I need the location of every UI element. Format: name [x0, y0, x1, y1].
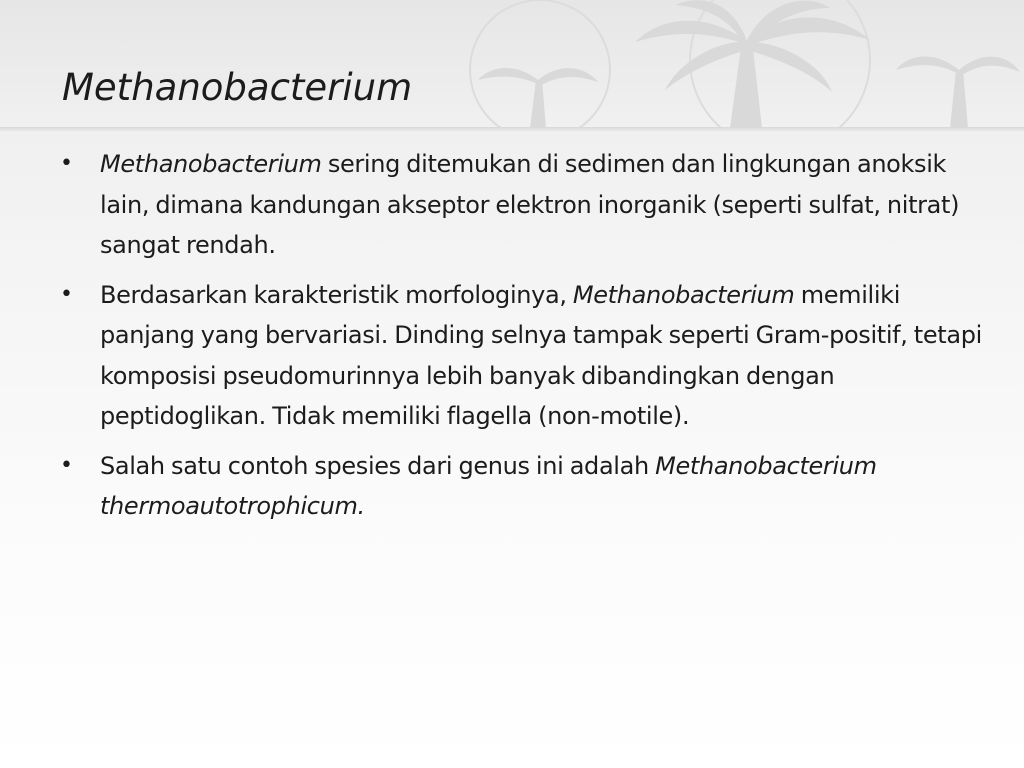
- bullet-item: [60, 144, 990, 266]
- bullet-text-italic: Methanobacterium thermoautotrophicum.: [100, 451, 877, 520]
- header-band: [0, 0, 1024, 128]
- bullet-text: sering ditemukan di sedimen dan lingkungan anoksik lain, dimana kandungan akseptor elektron inorganik (seperti sulfat, nitrat) sangat rendah.: [100, 150, 960, 259]
- bullet-list: [60, 144, 990, 527]
- bullet-dot: •: [60, 151, 73, 176]
- bullet-text: memiliki panjang yang bervariasi. Dinding selnya tampak seperti Gram-positif, tetapi komposisi pseudomurinnya lebih banyak dibandingkan dengan peptidoglikan. Tidak memiliki flagella (non-motile).: [100, 280, 982, 430]
- bullet-text-italic: Methanobacterium: [572, 280, 795, 309]
- bullet-dot: •: [60, 281, 73, 307]
- bullet-text: Salah satu contoh spesies dari genus ini adalah: [100, 451, 656, 480]
- bullet-dot: •: [60, 452, 73, 478]
- bullet-text: Berdasarkan karakteristik morfologinya,: [100, 280, 573, 309]
- slide-title: Methanobacterium: [62, 66, 413, 109]
- bullet-text-italic: Methanobacterium: [100, 150, 322, 178]
- bullet-item: [60, 446, 990, 527]
- bullet-item: [60, 275, 990, 437]
- header-divider: [0, 127, 1024, 133]
- slide-content: [60, 144, 990, 536]
- palm-tree-watermark-icon: [430, 0, 1024, 128]
